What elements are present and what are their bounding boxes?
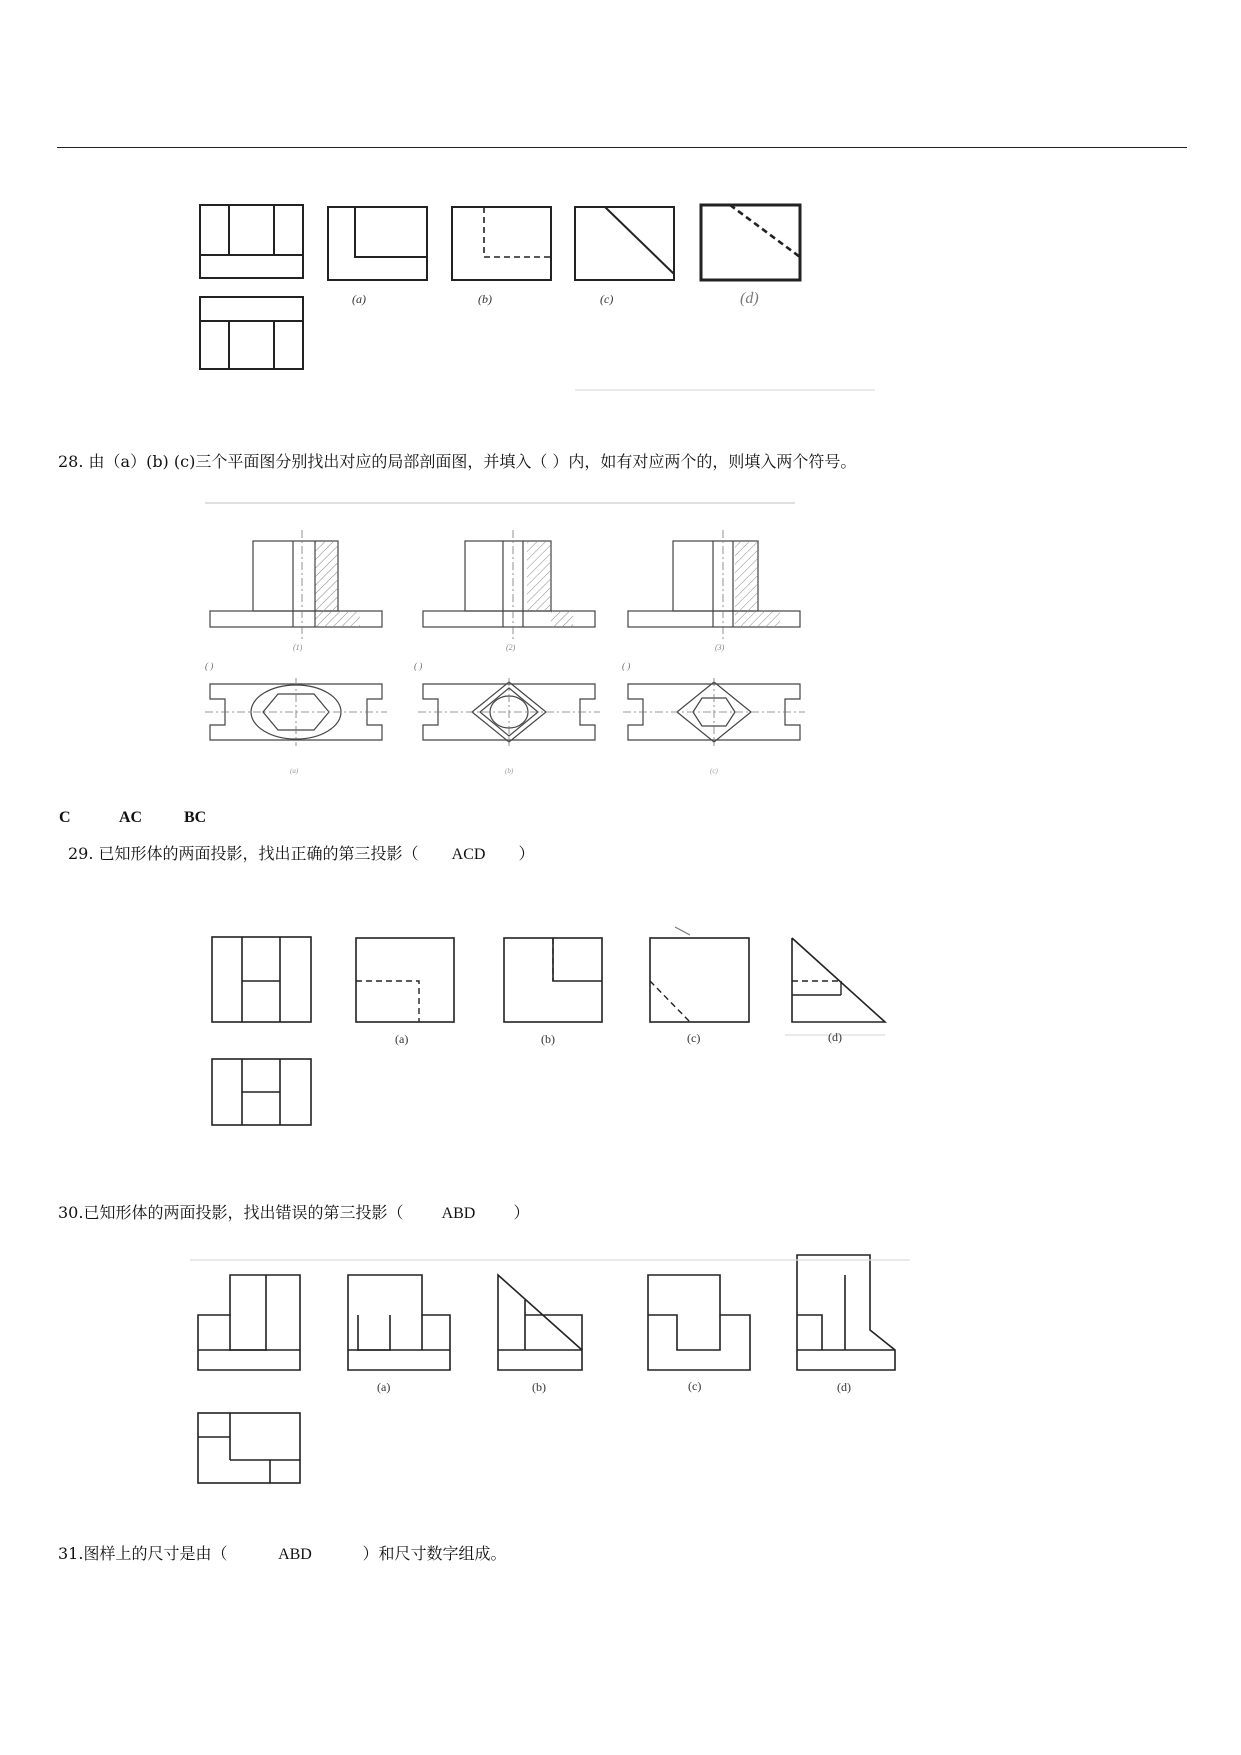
q27-option-a-label: (a) [352, 292, 366, 306]
q28-blank-2: ( ) [414, 661, 423, 671]
q29-figure [205, 925, 905, 1135]
q30-suffix: ） [513, 1203, 530, 1222]
q29-suffix: ） [518, 844, 535, 863]
q29-prefix: 29. 已知形体的两面投影，找出正确的第三投影（ [68, 844, 419, 863]
q31-answer: ABD [278, 1546, 312, 1563]
q29-text [68, 841, 535, 864]
q29-option-c-label: (c) [687, 1031, 701, 1045]
q30-option-d-label: (d) [837, 1380, 851, 1394]
q28-plan-c-label: (c) [710, 767, 718, 775]
header-rule [57, 147, 1187, 148]
q31-text [58, 1541, 506, 1564]
q29-answer: ACD [451, 846, 486, 863]
q27-option-d-label: (d) [740, 290, 759, 307]
q30-prefix: 30.已知形体的两面投影，找出错误的第三投影（ [58, 1203, 404, 1222]
q29-option-b-label: (b) [541, 1032, 555, 1046]
q28-section-1-label: (1) [293, 643, 303, 652]
q28-answer-1: C [59, 809, 71, 826]
q28-answer-3: BC [184, 809, 207, 826]
q30-figure [190, 1265, 920, 1495]
q27-option-c-label: (c) [600, 292, 614, 306]
q30-text [58, 1200, 529, 1223]
q27-option-b-label: (b) [478, 292, 492, 306]
q30-answer: ABD [441, 1205, 476, 1222]
q28-plan-b-label: (b) [505, 767, 514, 775]
q27-figure [195, 200, 835, 390]
q28-blank-1: ( ) [205, 661, 214, 671]
q28-figure [205, 500, 815, 780]
q29-option-a-label: (a) [395, 1032, 409, 1046]
q28-plan-a-label: (a) [290, 767, 299, 775]
q28-answer-2: AC [119, 809, 143, 826]
q29-option-d-label: (d) [828, 1030, 842, 1044]
q28-blank-3: ( ) [622, 661, 631, 671]
q30-option-a-label: (a) [377, 1380, 391, 1394]
q30-option-b-label: (b) [532, 1380, 546, 1394]
q28-text: 28. 由（a）(b) (c)三个平面图分别找出对应的局部剖面图，并填入（ ）内，如有对应两个的，则填入两个符号。 [58, 452, 857, 471]
q31-prefix: 31.图样上的尺寸是由（ [58, 1544, 228, 1563]
q31-suffix: ）和尺寸数字组成。 [362, 1544, 507, 1563]
q28-section-3-label: (3) [715, 643, 725, 652]
q30-option-c-label: (c) [688, 1379, 702, 1393]
q28-section-2-label: (2) [506, 643, 516, 652]
